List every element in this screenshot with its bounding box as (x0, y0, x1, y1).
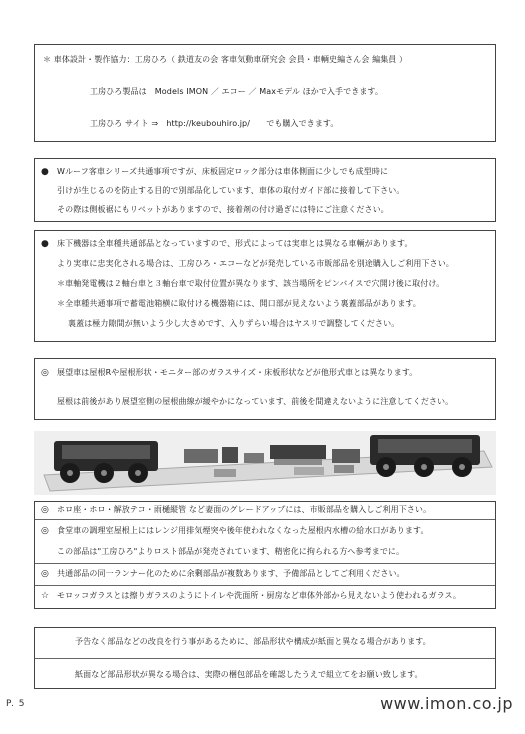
divider (35, 658, 495, 659)
observation-line-2: 屋根は前後があり展望室側の屋根曲線が緩やかになっています、前後を間違えないように注意してください。 (57, 397, 454, 406)
divider (35, 585, 495, 586)
notes-list-item-1: ホロ座・ホロ・解放テコ・雨樋縦管 など妻面のグレードアップには、市販部品を購入しご利用下さい。 (57, 505, 432, 514)
bullet-double-circle-icon: ◎ (41, 505, 49, 515)
credits-line-3: 工房ひろ サイト ⇒ http://keubouhiro.jp/ でも購入できます。 (90, 119, 339, 128)
underfloor-line-4: ＊全車種共通事項で蓄電池箱横に取付ける機器箱には、開口部が見えないよう裏蓋部品があります。 (57, 299, 421, 308)
site-url[interactable]: www.imon.co.jp (380, 694, 513, 713)
notes-list-item-4: 共通部品の同一ランナー化のために余剰部品が複数あります、予備部品としてご利用ください。 (57, 569, 405, 578)
observation-line-1: 展望車は屋根Rや屋根形状・モニター部のガラスサイズ・床板形状などが他形式車とは異なります。 (57, 368, 418, 377)
underfloor-line-2: より実車に忠実化される場合は、工房ひろ・エコーなどが発売している市販部品を別途購入しご利用下さい。 (57, 259, 454, 268)
divider (35, 519, 495, 520)
underfloor-note-box (34, 230, 496, 342)
page-number: P. 5 (6, 699, 26, 709)
wroof-note-box (34, 158, 496, 222)
wroof-line-3: その際は側板裾にもリベットがありますので、接着剤の付け過ぎには特にご注意ください。 (57, 205, 389, 214)
bullet-double-circle-icon: ◎ (41, 569, 49, 579)
right-bogie-icon (370, 435, 480, 477)
credits-line-1: ＊ 車体設計・製作協力：工房ひろ（ 鉄道友の会 客車気動車研究会 会員・車輌史編さん会 編集員 ） (43, 55, 408, 64)
underfloor-parts-photo (34, 431, 496, 495)
underfloor-line-5: 裏蓋は極力隙間が無いよう少し大きめです、入りずらい場合はヤスリで調整してください。 (68, 319, 400, 328)
wroof-line-2: 引けが生じるのを防止する目的で別部品化しています、車体の取付ガイド部に接着して下さい。 (57, 186, 405, 195)
observation-note-box (34, 358, 496, 420)
disclaimer-line-1: 予告なく部品などの改良を行う事があるために、部品形状や構成が紙面と異なる場合があります。 (75, 637, 431, 646)
left-bogie-icon (54, 441, 158, 483)
underfloor-line-1: 床下機器は全車種共通部品となっていますので、形式によっては実車とは異なる車輌があります。 (57, 239, 413, 248)
notes-list-item-5: モロッコガラスとは擦りガラスのようにトイレや洗面所・厨房など車体外部から見えないよう使われるガラス。 (57, 591, 461, 600)
credits-line-2: 工房ひろ製品は Models IMON ／ エコー ／ Maxモデル ほかで入手できます。 (90, 87, 383, 96)
underfloor-line-3: ＊車軸発電機は２軸台車と３軸台車で取付位置が異なります、該当場所をピンバイスで穴開け後に取付け。 (57, 279, 445, 288)
credits-box (34, 44, 496, 142)
bullet-double-circle-icon: ◎ (41, 368, 49, 378)
bullet-circle-icon: ● (41, 239, 49, 249)
star-icon: ☆ (41, 591, 50, 601)
disclaimer-line-2: 紙面など部品形状が異なる場合は、実際の梱包部品を確認したうえで組立てをお願い致します。 (75, 670, 423, 679)
notes-list-item-2: 食堂車の調理室屋根上にはレンジ用排気煙突や後年使われなくなった屋根内水槽の給水口があります。 (57, 526, 429, 535)
notes-list-item-3: この部品は"工房ひろ"よりロスト部品が発売されています、精密化に拘られる方へ参考までに。 (57, 547, 405, 556)
wroof-line-1: Wルーフ客車シリーズ共通事項ですが、床板固定ロック部分は車体側面に少しでも成型時に (57, 167, 389, 176)
bullet-double-circle-icon: ◎ (41, 526, 49, 536)
notes-list-box (34, 501, 496, 609)
bullet-circle-icon: ● (41, 167, 49, 177)
divider (35, 563, 495, 564)
disclaimer-box (34, 627, 496, 689)
